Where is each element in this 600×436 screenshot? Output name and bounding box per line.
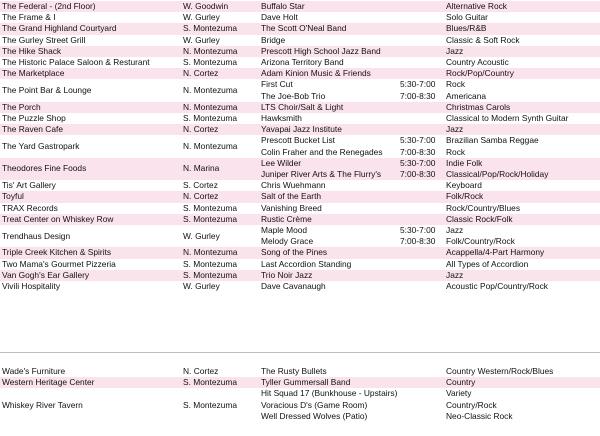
music-genre: Rock — [446, 146, 466, 157]
venue-row — [0, 158, 600, 180]
venue-name: The Raven Cafe — [2, 124, 63, 135]
music-genre: Jazz — [446, 225, 464, 235]
music-genre: Rock — [446, 79, 466, 90]
venue-row — [0, 247, 600, 258]
venue-row — [0, 113, 600, 124]
music-genre: Jazz — [446, 269, 464, 280]
venue-row — [0, 46, 600, 57]
performer-name: Colin Fraher and the Renegades — [261, 146, 383, 157]
music-genre: Country — [446, 377, 476, 388]
venue-row — [0, 259, 600, 270]
venue-name: Van Gogh's Ear Gallery — [2, 269, 90, 280]
venue-name: The Grand Highland Courtyard — [2, 23, 117, 34]
venue-name: Treat Center on Whiskey Row — [2, 213, 114, 224]
show-time: 7:00-8:30 — [400, 168, 436, 179]
venue-name: Theodores Fine Foods — [2, 163, 87, 174]
performer-name: Well Dressed Wolves (Patio) — [261, 410, 368, 421]
music-genre: Country Acoustic — [446, 57, 509, 67]
performer-name: LTS Choir/Salt & Light — [261, 101, 344, 112]
venue-row — [0, 23, 600, 34]
venue-row — [0, 1, 600, 12]
venue-name: The Federal - (2nd Floor) — [2, 1, 96, 12]
venue-street: S. Montezuma — [183, 113, 237, 124]
venue-row — [0, 366, 600, 377]
performer-name: Salt of the Earth — [261, 191, 322, 202]
music-genre: Folk/Country/Rock — [446, 236, 515, 247]
venue-street: S. Montezuma — [183, 269, 237, 280]
venue-name: Western Heritage Center — [2, 377, 95, 388]
music-genre: Variety — [446, 388, 472, 399]
performer-name: Dave Holt — [261, 12, 298, 23]
venue-street: S. Montezuma — [183, 202, 237, 213]
venue-street: W. Gurley — [183, 281, 220, 292]
venue-row — [0, 388, 600, 422]
venue-street: N. Montezuma — [183, 141, 238, 152]
performer-name: Voracious D's (Game Room) — [261, 399, 368, 410]
show-time: 5:30-7:00 — [400, 135, 436, 146]
performer-name: Rustic Crème — [261, 213, 312, 224]
performer-name: Hit Squad 17 (Bunkhouse - Upstairs) — [261, 388, 398, 399]
music-genre: Country/Rock — [446, 399, 497, 410]
venue-street: N. Cortez — [183, 124, 219, 135]
venue-row — [0, 377, 600, 388]
performer-name: The Rusty Bullets — [261, 366, 327, 376]
venue-name: Two Mama's Gourmet Pizzeria — [2, 258, 116, 269]
venue-name: Triple Creek Kitchen & Spirits — [2, 247, 112, 258]
performer-name: Bridge — [261, 34, 286, 45]
venue-street: S. Montezuma — [183, 23, 237, 34]
performer-name: Chris Wuehmann — [261, 180, 326, 191]
performer-name: Vanishing Breed — [261, 202, 322, 213]
venue-street: N. Cortez — [183, 68, 219, 79]
music-genre: Classical to Modern Synth Guitar — [446, 113, 569, 123]
performer-name: Last Accordion Standing — [261, 258, 352, 269]
venue-street: S. Montezuma — [183, 258, 237, 269]
performer-name: The Joe-Bob Trio — [261, 90, 326, 101]
performer-name: Lee Wilder — [261, 157, 302, 168]
show-time: 5:30-7:00 — [400, 79, 436, 90]
venue-row — [0, 214, 600, 225]
music-genre: Jazz — [446, 45, 464, 56]
venue-name: Tis' Art Gallery — [2, 180, 56, 191]
performer-name: Prescott High School Jazz Band — [261, 45, 381, 56]
performer-name: Trio Noir Jazz — [261, 269, 313, 280]
music-genre: Rock/Country/Blues — [446, 202, 521, 213]
performer-name: First Cut — [261, 79, 293, 90]
music-genre: Country Western/Rock/Blues — [446, 366, 554, 376]
venue-row — [0, 281, 600, 292]
music-genre: Christmas Carols — [446, 101, 511, 112]
venue-row — [0, 35, 600, 46]
performer-name: Maple Mood — [261, 225, 308, 235]
venue-street: S. Montezuma — [183, 213, 237, 224]
venue-street: N. Montezuma — [183, 85, 238, 96]
performer-name: Tyller Gummersall Band — [261, 377, 351, 388]
music-genre: Rock/Pop/Country — [446, 68, 514, 79]
music-genre: Brazilian Samba Reggae — [446, 135, 539, 146]
show-time: 5:30-7:00 — [400, 157, 436, 168]
venue-name: The Hike Shack — [2, 45, 62, 56]
venue-name: TRAX Records — [2, 202, 58, 213]
venue-name: The Puzzle Shop — [2, 113, 66, 124]
venue-street: N. Marina — [183, 163, 220, 174]
show-time: 7:00-8:30 — [400, 90, 436, 101]
performer-name: Adam Kinion Music & Friends — [261, 68, 371, 79]
venue-name: Toyful — [2, 191, 24, 202]
venue-name: The Marketplace — [2, 68, 65, 79]
venue-name: Wade's Furniture — [2, 366, 66, 377]
venue-name: The Gurley Street Grill — [2, 34, 86, 45]
music-genre: Indie Folk — [446, 157, 483, 168]
venue-row — [0, 102, 600, 113]
venue-name: The Yard Gastropark — [2, 141, 80, 152]
venue-row — [0, 135, 600, 157]
performer-name: Dave Cavanaugh — [261, 281, 326, 291]
venue-row — [0, 203, 600, 214]
venue-street: S. Cortez — [183, 180, 218, 191]
music-genre: Folk/Rock — [446, 191, 484, 202]
music-genre: Keyboard — [446, 180, 482, 191]
venue-row — [0, 191, 600, 202]
performer-name: The Scott O'Neal Band — [261, 23, 347, 34]
venue-street: S. Montezuma — [183, 377, 237, 388]
venue-row — [0, 225, 600, 247]
venue-row — [0, 12, 600, 23]
performer-name: Hawksmith — [261, 113, 302, 123]
section-divider — [0, 352, 600, 353]
venue-street: W. Gurley — [183, 230, 220, 241]
venue-name: The Historic Palace Saloon & Resturant — [2, 57, 150, 68]
music-genre: Acoustic Pop/Country/Rock — [446, 281, 548, 291]
venue-name: The Point Bar & Lounge — [2, 85, 92, 96]
performer-name: Song of the Pines — [261, 247, 328, 258]
show-time: 7:00-8:30 — [400, 146, 436, 157]
music-genre: Classic Rock/Folk — [446, 213, 513, 224]
venue-street: W. Gurley — [183, 12, 220, 23]
performer-name: Melody Grace — [261, 236, 314, 247]
performer-name: Buffalo Star — [261, 1, 305, 11]
music-genre: Classic & Soft Rock — [446, 34, 520, 45]
venue-name: Whiskey River Tavern — [2, 399, 83, 410]
venue-street: N. Cortez — [183, 366, 219, 377]
venue-street: S. Montezuma — [183, 57, 237, 68]
venue-name: Vivili Hospitality — [2, 281, 61, 292]
performer-name: Prescott Bucket List — [261, 135, 336, 146]
performer-name: Juniper River Arts & The Flurry's — [261, 168, 382, 179]
venue-street: N. Montezuma — [183, 247, 238, 258]
music-genre: Acappella/4-Part Harmony — [446, 247, 545, 258]
show-time: 7:00-8:30 — [400, 236, 436, 247]
music-genre: Blues/R&B — [446, 23, 487, 34]
venue-row — [0, 79, 600, 101]
music-genre: Solo Guitar — [446, 12, 488, 23]
venue-street: W. Gurley — [183, 34, 220, 45]
music-genre: Jazz — [446, 124, 464, 135]
venue-name: The Frame & I — [2, 12, 56, 23]
music-genre: All Types of Accordion — [446, 258, 529, 269]
music-genre: Alternative Rock — [446, 1, 507, 11]
performer-name: Yavapai Jazz Institute — [261, 124, 342, 135]
venue-street: S. Montezuma — [183, 399, 237, 410]
music-genre: Neo-Classic Rock — [446, 410, 513, 421]
venue-row — [0, 124, 600, 135]
venue-row — [0, 180, 600, 191]
music-genre: Americana — [446, 90, 487, 101]
venue-street: N. Montezuma — [183, 101, 238, 112]
venue-name: Trendhaus Design — [2, 230, 71, 241]
venue-name: The Porch — [2, 101, 41, 112]
show-time: 5:30-7:00 — [400, 225, 436, 235]
venue-street: W. Goodwin — [183, 1, 229, 12]
venue-row — [0, 57, 600, 68]
music-genre: Classical/Pop/Rock/Holiday — [446, 168, 549, 179]
venue-row — [0, 270, 600, 281]
venue-street: N. Montezuma — [183, 45, 238, 56]
venue-street: N. Cortez — [183, 191, 219, 202]
performer-name: Arizona Territory Band — [261, 57, 344, 67]
venue-row — [0, 68, 600, 79]
